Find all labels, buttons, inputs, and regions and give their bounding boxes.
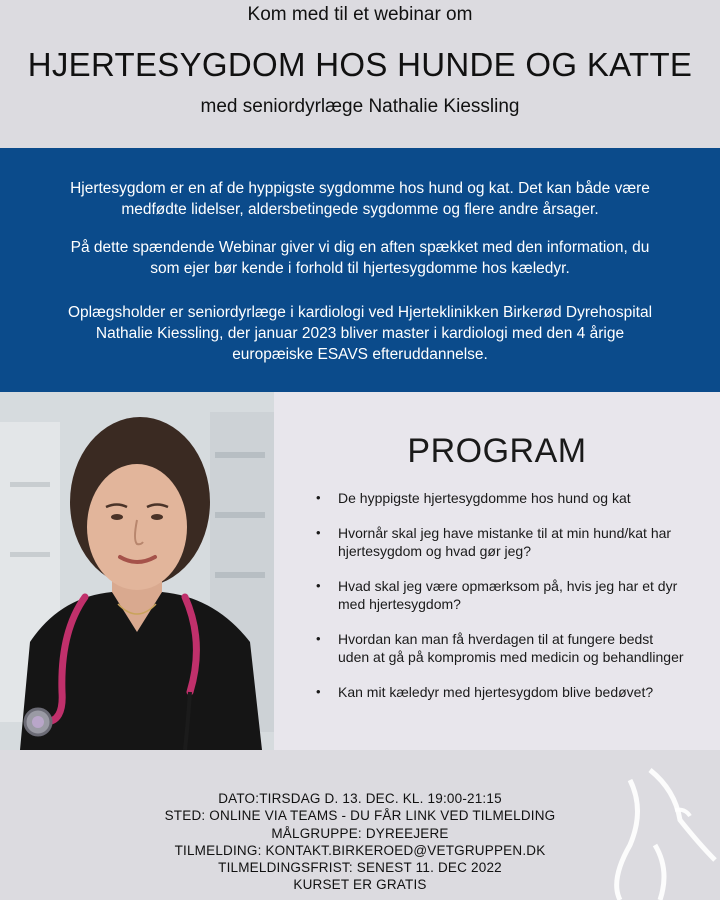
program-item: • De hyppigste hjertesygdomme hos hund og kat: [316, 489, 706, 507]
event-place: STED: ONLINE VIA TEAMS - DU FÅR LINK VED TILMELDING: [164, 808, 556, 824]
description-paragraph-3: Oplægsholder er seniordyrlæge i kardiologi ved Hjerteklinikken Birkerød Dyrehospital Nathalie Kiessling, der januar 2023 bliver master i kardiologi med den 4 årige europæiske ESAVS efteruddannelse.: [67, 304, 653, 363]
speaker-subtitle: med seniordyrlæge Nathalie Kiessling: [200, 96, 520, 117]
event-price: KURSET ER GRATIS: [293, 877, 427, 893]
program-item: • Hvordan kan man få hverdagen til at fungere bedst uden at gå på kompromis med medicin og behandlinger: [316, 630, 706, 666]
program-list: [316, 489, 706, 718]
description-paragraph-2: På dette spændende Webinar giver vi dig en aften spækket med den information, du som ejer bør kende i forhold til hjertesygdomme hos kæledyr.: [70, 239, 650, 277]
speaker-portrait-illustration: [0, 392, 274, 750]
program-item: • Hvad skal jeg være opmærksom på, hvis jeg har et dyr med hjertesygdom?: [316, 577, 706, 613]
event-info-lines: [0, 790, 720, 894]
program-panel: [274, 392, 720, 750]
program-item: • Hvornår skal jeg have mistanke til at min hund/kat har hjertesygdom og hvad gør jeg?: [316, 524, 706, 560]
program-title: PROGRAM: [407, 432, 587, 470]
speaker-photo: [0, 392, 274, 750]
event-audience: MÅLGRUPPE: DYREEJERE: [271, 825, 449, 841]
event-deadline: TILMELDINGSFRIST: SENEST 11. DEC 2022: [218, 860, 502, 876]
event-details: [0, 750, 720, 900]
event-date: DATO:TIRSDAG D. 13. DEC. KL. 19:00-21:15: [218, 791, 502, 806]
description-band: [0, 148, 720, 392]
header: [0, 0, 720, 148]
page-title: HJERTESYGDOM HOS HUNDE OG KATTE: [27, 46, 693, 83]
event-signup: TILMELDING: KONTAKT.BIRKEROED@VETGRUPPEN.DK: [174, 842, 546, 858]
program-item: • Kan mit kæledyr med hjertesygdom blive bedøvet?: [316, 683, 706, 701]
intro-text: Kom med til et webinar om: [247, 4, 473, 25]
description-paragraph-1: Hjertesygdom er en af de hyppigste sygdomme hos hund og kat. Det kan både være medfødte lidelser, aldersbetingede sygdomme og flere andre årsager.: [70, 180, 650, 218]
